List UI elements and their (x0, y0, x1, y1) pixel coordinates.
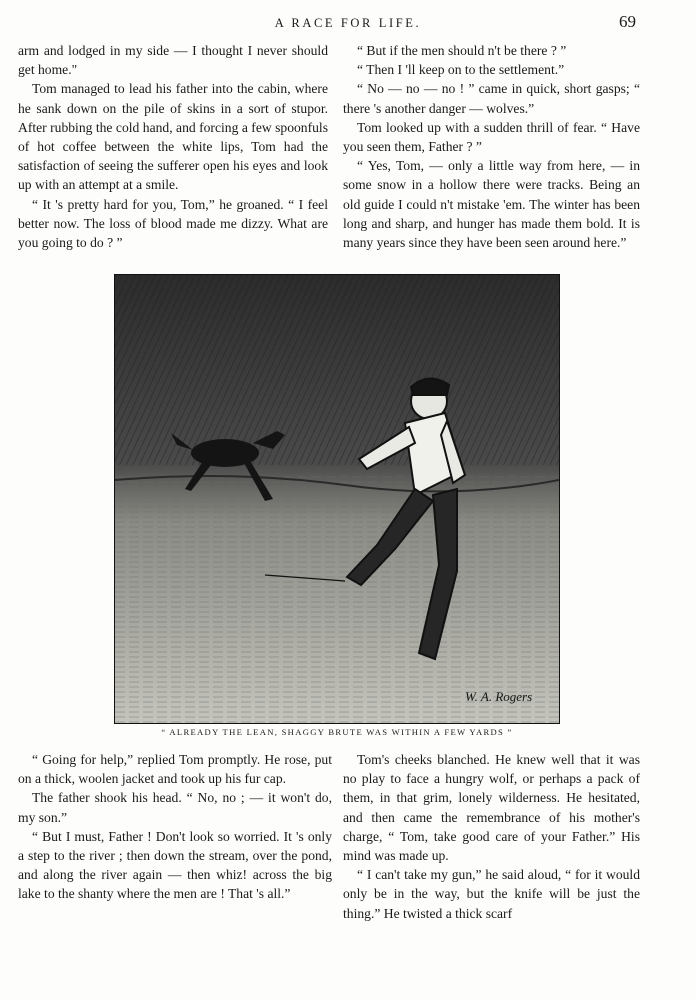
running-title: A RACE FOR LIFE. (274, 16, 422, 30)
paragraph: arm and lodged in my side — I thought I never should get home." (18, 43, 328, 78)
page-header (0, 10, 696, 36)
artist-signature: W. A. Rogers (465, 689, 533, 704)
page-number: 69 (619, 12, 636, 31)
paragraph: “ Yes, Tom, — only a little way from here, — in some snow in a hollow there were tracks. Being an old guide I could n't mistake 'em. The winter has been long and sharp, and hunger has made them bold. It is many years since they have been seen around here.” (343, 158, 640, 251)
text-column-top-left (18, 41, 328, 252)
paragraph: “ Then I 'll keep on to the settlement.” (357, 62, 565, 78)
engraving-image (115, 275, 559, 723)
ice-surface (115, 475, 559, 723)
dark-woods-hatching (115, 275, 559, 465)
paragraph: Tom looked up with a sudden thrill of fear. “ Have you seen them, Father ? ” (343, 119, 640, 155)
paragraph: Tom's cheeks blanched. He knew well that it was no play to face a hungry wolf, or perhaps a pack of them, in that grim, lonely wilderness. He hesitated, and then came the remembrance of his mother's charge, “ Tom, take good care of your Father.” His mind was made up. (343, 752, 640, 864)
paragraph: “ Going for help,” replied Tom promptly. He rose, put on a thick, woolen jacket and took up his fur cap. (18, 752, 332, 787)
paragraph: Tom managed to lead his father into the cabin, where he sank down on the pile of skins in a sort of stupor. After rubbing the cold hand, and forcing a few spoonfuls of hot coffee between the white lips, Tom had the satisfaction of seeing the sufferer open his eyes and look up with an attempt at a smile. (18, 81, 328, 193)
text-column-top-right (343, 41, 640, 252)
paragraph: “ It 's pretty hard for you, Tom,” he groaned. “ I feel better now. The loss of blood made me dizzy. What are you going to do ? ” (18, 196, 328, 251)
illustration-caption: “ ALREADY THE LEAN, SHAGGY BRUTE WAS WITHIN A FEW YARDS ” (161, 727, 513, 737)
text-column-bottom-right (343, 750, 640, 923)
paragraph: “ But if the men should n't be there ? ” (357, 43, 567, 58)
illustration (114, 274, 560, 724)
paragraph: The father shook his head. “ No, no ; — it won't do, my son.” (18, 790, 332, 825)
paragraph: “ No — no — no ! ” came in quick, short gasps; “ there 's another danger — wolves.” (343, 81, 640, 116)
paragraph: “ But I must, Father ! Don't look so worried. It 's only a step to the river ; then down the stream, over the pond, and along the river again — then whiz! across the big lake to the shanty where the men are ! That 's all.” (18, 828, 332, 902)
text-column-bottom-left (18, 750, 332, 904)
paragraph: “ I can't take my gun,” he said aloud, “ for it would only be in the way, but the knife will be just the thing.” He twisted a thick scarf (343, 867, 640, 921)
